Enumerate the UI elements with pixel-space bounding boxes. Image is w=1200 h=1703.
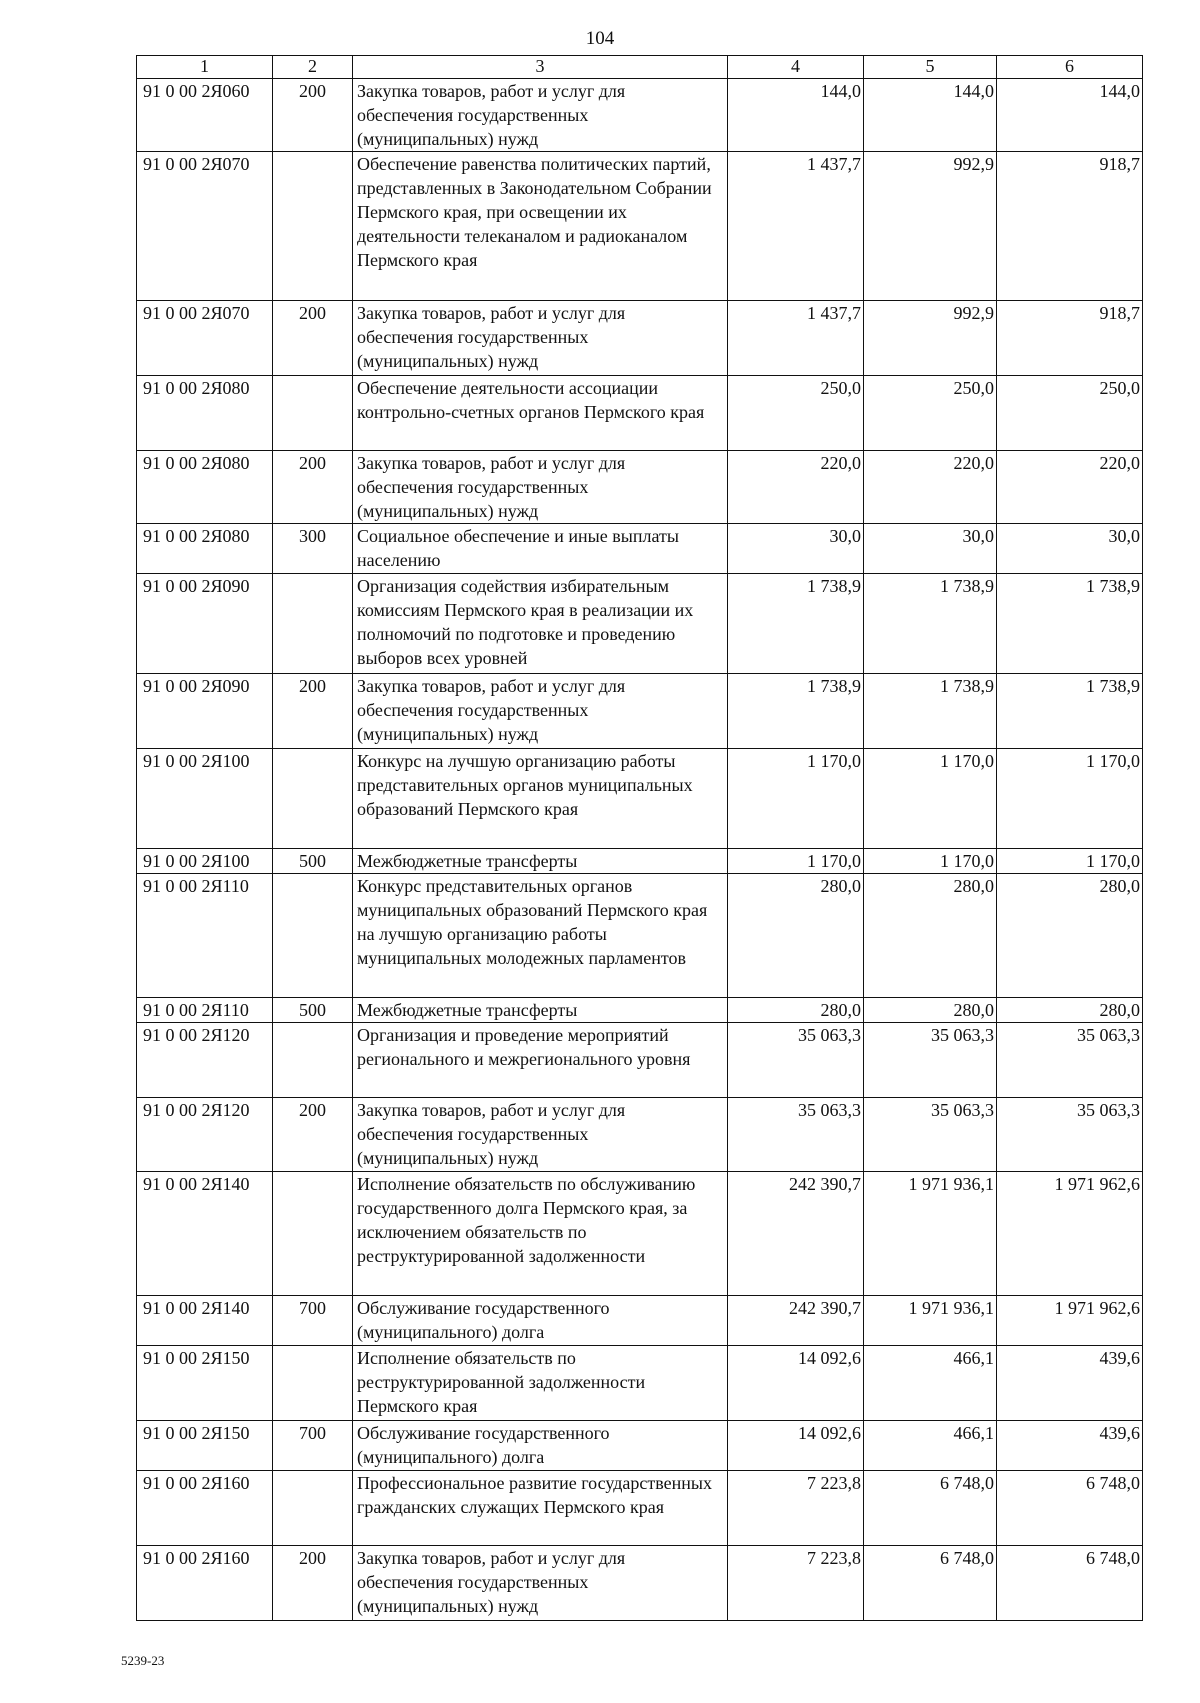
name-cell: Закупка товаров, работ и услуг для обеспечения государственных (муниципальных) нужд: [353, 674, 728, 749]
code-cell: 91 0 00 2Я080: [137, 376, 273, 451]
value-col5-cell: 1 738,9: [864, 574, 997, 674]
column-header: 4: [728, 56, 864, 79]
table-row: [137, 1023, 1143, 1098]
table-row: [137, 1421, 1143, 1471]
expense-type-cell: [273, 1346, 353, 1421]
name-cell: Конкурс представительных органов муниципальных образований Пермского края на лучшую организацию работы муниципальных молодежных парламентов: [353, 874, 728, 998]
value-col4-cell: 30,0: [728, 524, 864, 574]
table-row: [137, 1546, 1143, 1621]
value-col4-cell: 35 063,3: [728, 1023, 864, 1098]
value-col5-cell: 992,9: [864, 152, 997, 301]
expense-type-cell: 200: [273, 301, 353, 376]
value-col6-cell: 439,6: [997, 1346, 1143, 1421]
expense-type-cell: [273, 1023, 353, 1098]
name-cell: Социальное обеспечение и иные выплаты населению: [353, 524, 728, 574]
table-row: [137, 1172, 1143, 1296]
value-col5-cell: 992,9: [864, 301, 997, 376]
name-cell: Обслуживание государственного (муниципального) долга: [353, 1421, 728, 1471]
value-col5-cell: 35 063,3: [864, 1098, 997, 1172]
expense-type-cell: [273, 874, 353, 998]
value-col5-cell: 1 170,0: [864, 849, 997, 874]
value-col4-cell: 144,0: [728, 79, 864, 152]
value-col5-cell: 280,0: [864, 998, 997, 1023]
value-col4-cell: 1 437,7: [728, 301, 864, 376]
expense-type-cell: 200: [273, 674, 353, 749]
code-cell: 91 0 00 2Я110: [137, 998, 273, 1023]
name-cell: Обеспечение равенства политических партий, представленных в Законодательном Собрании Пермского края, при освещении их деятельности телеканалом и радиоканалом Пермского края: [353, 152, 728, 301]
value-col6-cell: 1 170,0: [997, 749, 1143, 849]
code-cell: 91 0 00 2Я140: [137, 1296, 273, 1346]
value-col6-cell: 1 738,9: [997, 574, 1143, 674]
value-col5-cell: 220,0: [864, 451, 997, 524]
table-row: [137, 1296, 1143, 1346]
value-col6-cell: 1 971 962,6: [997, 1172, 1143, 1296]
expense-type-cell: [273, 152, 353, 301]
table-row: [137, 376, 1143, 451]
code-cell: 91 0 00 2Я160: [137, 1471, 273, 1546]
name-cell: Организация и проведение мероприятий регионального и межрегионального уровня: [353, 1023, 728, 1098]
value-col6-cell: 280,0: [997, 998, 1143, 1023]
code-cell: 91 0 00 2Я080: [137, 451, 273, 524]
name-cell: Профессиональное развитие государственных гражданских служащих Пермского края: [353, 1471, 728, 1546]
expense-type-cell: 500: [273, 998, 353, 1023]
budget-table: [136, 55, 1143, 1621]
value-col5-cell: 1 971 936,1: [864, 1172, 997, 1296]
value-col6-cell: 918,7: [997, 152, 1143, 301]
column-header: 1: [137, 56, 273, 79]
code-cell: 91 0 00 2Я090: [137, 674, 273, 749]
value-col6-cell: 1 170,0: [997, 849, 1143, 874]
value-col4-cell: 242 390,7: [728, 1172, 864, 1296]
expense-type-cell: 200: [273, 1098, 353, 1172]
code-cell: 91 0 00 2Я140: [137, 1172, 273, 1296]
table-row: [137, 874, 1143, 998]
value-col5-cell: 1 971 936,1: [864, 1296, 997, 1346]
name-cell: Исполнение обязательств по реструктурированной задолженности Пермского края: [353, 1346, 728, 1421]
expense-type-cell: [273, 376, 353, 451]
value-col5-cell: 6 748,0: [864, 1546, 997, 1621]
table-row: [137, 849, 1143, 874]
value-col6-cell: 30,0: [997, 524, 1143, 574]
code-cell: 91 0 00 2Я070: [137, 301, 273, 376]
value-col5-cell: 250,0: [864, 376, 997, 451]
value-col4-cell: 1 170,0: [728, 749, 864, 849]
column-header: 2: [273, 56, 353, 79]
name-cell: Закупка товаров, работ и услуг для обеспечения государственных (муниципальных) нужд: [353, 1546, 728, 1621]
value-col4-cell: 280,0: [728, 874, 864, 998]
table-header-row: [137, 56, 1143, 79]
table-row: [137, 1346, 1143, 1421]
value-col4-cell: 1 437,7: [728, 152, 864, 301]
name-cell: Межбюджетные трансферты: [353, 849, 728, 874]
value-col5-cell: 280,0: [864, 874, 997, 998]
name-cell: Исполнение обязательств по обслуживанию государственного долга Пермского края, за исключением обязательств по реструктурированной задолженности: [353, 1172, 728, 1296]
value-col4-cell: 280,0: [728, 998, 864, 1023]
name-cell: Конкурс на лучшую организацию работы представительных органов муниципальных образований Пермского края: [353, 749, 728, 849]
value-col5-cell: 1 170,0: [864, 749, 997, 849]
value-col6-cell: 6 748,0: [997, 1546, 1143, 1621]
value-col4-cell: 35 063,3: [728, 1098, 864, 1172]
code-cell: 91 0 00 2Я100: [137, 749, 273, 849]
value-col4-cell: 14 092,6: [728, 1346, 864, 1421]
code-cell: 91 0 00 2Я160: [137, 1546, 273, 1621]
expense-type-cell: 300: [273, 524, 353, 574]
value-col6-cell: 250,0: [997, 376, 1143, 451]
table-row: [137, 674, 1143, 749]
value-col4-cell: 1 170,0: [728, 849, 864, 874]
code-cell: 91 0 00 2Я090: [137, 574, 273, 674]
value-col6-cell: 220,0: [997, 451, 1143, 524]
value-col4-cell: 220,0: [728, 451, 864, 524]
name-cell: Закупка товаров, работ и услуг для обеспечения государственных (муниципальных) нужд: [353, 301, 728, 376]
table-row: [137, 301, 1143, 376]
value-col6-cell: 35 063,3: [997, 1023, 1143, 1098]
column-header: 5: [864, 56, 997, 79]
value-col5-cell: 466,1: [864, 1421, 997, 1471]
expense-type-cell: 200: [273, 79, 353, 152]
expense-type-cell: [273, 574, 353, 674]
page-number: 104: [585, 28, 615, 49]
expense-type-cell: 500: [273, 849, 353, 874]
value-col6-cell: 1 971 962,6: [997, 1296, 1143, 1346]
name-cell: Обслуживание государственного (муниципального) долга: [353, 1296, 728, 1346]
value-col6-cell: 35 063,3: [997, 1098, 1143, 1172]
value-col4-cell: 7 223,8: [728, 1471, 864, 1546]
column-header: 3: [353, 56, 728, 79]
expense-type-cell: 200: [273, 451, 353, 524]
value-col5-cell: 35 063,3: [864, 1023, 997, 1098]
name-cell: Закупка товаров, работ и услуг для обеспечения государственных (муниципальных) нужд: [353, 1098, 728, 1172]
value-col5-cell: 6 748,0: [864, 1471, 997, 1546]
expense-type-cell: [273, 749, 353, 849]
table-row: [137, 451, 1143, 524]
name-cell: Межбюджетные трансферты: [353, 998, 728, 1023]
code-cell: 91 0 00 2Я150: [137, 1346, 273, 1421]
code-cell: 91 0 00 2Я100: [137, 849, 273, 874]
table-row: [137, 1098, 1143, 1172]
name-cell: Закупка товаров, работ и услуг для обеспечения государственных (муниципальных) нужд: [353, 79, 728, 152]
code-cell: 91 0 00 2Я060: [137, 79, 273, 152]
document-code: 5239-23: [121, 1653, 165, 1668]
name-cell: Обеспечение деятельности ассоциации контрольно-счетных органов Пермского края: [353, 376, 728, 451]
value-col6-cell: 280,0: [997, 874, 1143, 998]
expense-type-cell: [273, 1471, 353, 1546]
value-col4-cell: 1 738,9: [728, 674, 864, 749]
value-col5-cell: 144,0: [864, 79, 997, 152]
code-cell: 91 0 00 2Я120: [137, 1098, 273, 1172]
value-col4-cell: 250,0: [728, 376, 864, 451]
value-col4-cell: 7 223,8: [728, 1546, 864, 1621]
code-cell: 91 0 00 2Я070: [137, 152, 273, 301]
table-row: [137, 524, 1143, 574]
value-col6-cell: 439,6: [997, 1421, 1143, 1471]
expense-type-cell: 700: [273, 1296, 353, 1346]
value-col4-cell: 1 738,9: [728, 574, 864, 674]
column-header: 6: [997, 56, 1143, 79]
expense-type-cell: [273, 1172, 353, 1296]
value-col4-cell: 242 390,7: [728, 1296, 864, 1346]
expense-type-cell: 200: [273, 1546, 353, 1621]
expense-type-cell: 700: [273, 1421, 353, 1471]
value-col4-cell: 14 092,6: [728, 1421, 864, 1471]
table-row: [137, 574, 1143, 674]
value-col5-cell: 466,1: [864, 1346, 997, 1421]
code-cell: 91 0 00 2Я080: [137, 524, 273, 574]
table-row: [137, 749, 1143, 849]
value-col5-cell: 1 738,9: [864, 674, 997, 749]
table-row: [137, 1471, 1143, 1546]
code-cell: 91 0 00 2Я110: [137, 874, 273, 998]
value-col6-cell: 1 738,9: [997, 674, 1143, 749]
value-col6-cell: 6 748,0: [997, 1471, 1143, 1546]
value-col6-cell: 144,0: [997, 79, 1143, 152]
value-col5-cell: 30,0: [864, 524, 997, 574]
table-row: [137, 79, 1143, 152]
table-row: [137, 998, 1143, 1023]
code-cell: 91 0 00 2Я150: [137, 1421, 273, 1471]
name-cell: Закупка товаров, работ и услуг для обеспечения государственных (муниципальных) нужд: [353, 451, 728, 524]
value-col6-cell: 918,7: [997, 301, 1143, 376]
code-cell: 91 0 00 2Я120: [137, 1023, 273, 1098]
name-cell: Организация содействия избирательным комиссиям Пермского края в реализации их полномочий по подготовке и проведению выборов всех уровней: [353, 574, 728, 674]
table-row: [137, 152, 1143, 301]
